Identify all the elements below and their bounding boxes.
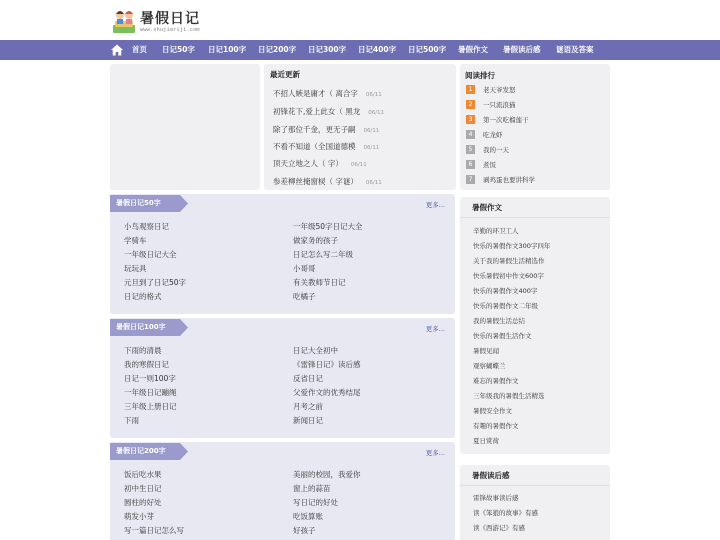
essay-link[interactable]: 三年级我的暑假生活精选: [473, 392, 545, 400]
article-link[interactable]: 父爱作文的优秀结尾: [293, 388, 361, 397]
site-url: www.shujiariji.com: [140, 27, 200, 33]
article-link[interactable]: 我的寒假日记: [124, 360, 169, 369]
latest-item-title[interactable]: 不招人嫉是庸才（ 离合字: [273, 89, 358, 98]
article-link[interactable]: 三年级上册日记: [124, 402, 177, 411]
rank-number: 6: [466, 160, 475, 169]
article-link[interactable]: 一年级日记大全: [124, 250, 177, 259]
article-link[interactable]: 萌发小芽: [124, 512, 154, 521]
article-link[interactable]: 做家务的孩子: [293, 236, 338, 245]
article-link[interactable]: 初中生日记: [124, 484, 162, 493]
nav-item-diary200[interactable]: 日记200字: [258, 45, 297, 54]
essay-link[interactable]: 有趣的暑假作文: [473, 422, 519, 430]
latest-item[interactable]: [273, 88, 382, 99]
nav-item-reviews[interactable]: 暑假读后感: [503, 45, 541, 54]
section-diary200: [110, 442, 455, 540]
article-link[interactable]: 有关教师节日记: [293, 278, 346, 287]
essay-link[interactable]: 快乐暑假初中作文600字: [473, 272, 544, 280]
article-link[interactable]: 学骑车: [124, 236, 147, 245]
ranking-item[interactable]: [466, 100, 516, 110]
nav-item-diary400[interactable]: 日记400字: [358, 45, 397, 54]
ranking-item[interactable]: [466, 160, 496, 170]
essay-link[interactable]: 关于我的暑假生活精选作: [473, 257, 545, 265]
latest-item[interactable]: [273, 176, 382, 187]
article-link[interactable]: 日记大全初中: [293, 346, 338, 355]
section-title[interactable]: 暑假日记100字: [116, 323, 166, 331]
essay-link[interactable]: 我的暑假生活总结: [473, 317, 525, 325]
section-title[interactable]: 暑假日记50字: [116, 199, 161, 207]
latest-item-date: 06/11: [365, 92, 382, 98]
divider: [460, 217, 610, 218]
logo-icon[interactable]: [111, 7, 137, 35]
rank-number: 2: [466, 100, 475, 109]
article-link[interactable]: 新闻日记: [293, 416, 323, 425]
essay-link[interactable]: 快乐的暑假生活作文: [473, 332, 532, 340]
ranking-item-title[interactable]: 吃龙虾: [483, 131, 503, 139]
essays-title[interactable]: 暑假作文: [472, 203, 502, 212]
article-link[interactable]: 日记一则100字: [124, 374, 176, 383]
latest-item[interactable]: [273, 158, 367, 169]
article-link[interactable]: 小哥哥: [293, 264, 316, 273]
article-link[interactable]: 下雨的清晨: [124, 346, 162, 355]
more-link[interactable]: 更多...: [425, 449, 445, 457]
article-link[interactable]: 一年级日记蹦绳: [124, 388, 177, 397]
latest-item-title[interactable]: 除了那位千金，更无子嗣: [273, 125, 356, 134]
site-header: [0, 0, 720, 40]
essay-link[interactable]: 辛勤的环卫工人: [473, 227, 519, 235]
ranking-item[interactable]: [466, 85, 516, 95]
article-link[interactable]: 日记的格式: [124, 292, 162, 301]
essay-link[interactable]: 夏日赏荷: [473, 437, 499, 445]
latest-item-date: 06/11: [350, 162, 367, 168]
review-link[interactable]: 读《笨狼的故事》有感: [473, 509, 538, 517]
article-link[interactable]: 元旦到了日记50字: [124, 278, 187, 287]
essay-link[interactable]: 难忘的暑假作文: [473, 377, 519, 385]
nav-item-riddles[interactable]: 谜语及答案: [556, 45, 594, 54]
rank-number: 5: [466, 145, 475, 154]
ranking-box: [460, 64, 610, 190]
article-link[interactable]: 一年级50字日记大全: [293, 222, 363, 231]
ranking-item[interactable]: [466, 130, 503, 140]
ranking-title: 阅读排行: [465, 71, 495, 80]
latest-item-date: 06/11: [363, 128, 380, 134]
nav-item-essays[interactable]: 暑假作文: [458, 45, 488, 54]
review-link[interactable]: 雷锋故事读后感: [473, 494, 519, 502]
article-link[interactable]: 日记怎么写二年级: [293, 250, 353, 259]
ranking-item[interactable]: [466, 145, 509, 155]
article-link[interactable]: 美丽的校园，我爱你: [293, 470, 361, 479]
home-icon[interactable]: [110, 43, 124, 57]
latest-item[interactable]: [273, 106, 384, 117]
reviews-title[interactable]: 暑假读后感: [472, 471, 510, 480]
more-link[interactable]: 更多...: [425, 325, 445, 333]
latest-updates-title: 最近更新: [270, 70, 300, 79]
article-link[interactable]: 玩玩具: [124, 264, 147, 273]
latest-item-date: 06/11: [363, 145, 380, 151]
latest-item[interactable]: [273, 141, 379, 152]
ranking-item-title[interactable]: 我的一天: [483, 146, 509, 154]
latest-item-date: 06/11: [365, 180, 382, 186]
main-nav: [0, 40, 720, 60]
latest-item-title[interactable]: 顶天立地之人（ 字）: [273, 159, 343, 168]
article-link[interactable]: 下雨: [124, 416, 139, 425]
essay-link[interactable]: 观察蝴蝶兰: [473, 362, 506, 370]
article-link[interactable]: 圆柱的好处: [124, 498, 162, 507]
article-link[interactable]: 写日记的好处: [293, 498, 338, 507]
essay-link[interactable]: 快乐的暑假作文400字: [473, 287, 538, 295]
article-link[interactable]: 反省日记: [293, 374, 323, 383]
latest-item-date: 06/11: [368, 110, 385, 116]
article-link[interactable]: 月考之前: [293, 402, 323, 411]
rank-number: 7: [466, 175, 475, 184]
article-link[interactable]: 《雷锋日记》读后感: [293, 360, 361, 369]
ranking-item-title[interactable]: 剥鸡蛋也要讲科学: [483, 176, 535, 184]
nav-item-home[interactable]: 首页: [132, 45, 147, 54]
article-link[interactable]: 好孩子: [293, 526, 316, 535]
reviews-box: [460, 465, 610, 540]
latest-item-title[interactable]: 初锋花下,爱上此女（ 黑龙: [273, 107, 361, 116]
more-link[interactable]: 更多...: [425, 201, 445, 209]
latest-item-title[interactable]: 参差柳丝掩窗棂（ 字谜）: [273, 177, 358, 186]
article-link[interactable]: 小鸟观察日记: [124, 222, 169, 231]
site-title[interactable]: 暑假日记: [140, 11, 200, 27]
essay-link[interactable]: 快乐的暑假作文二年级: [473, 302, 538, 310]
ranking-item-title[interactable]: 老天爷发怒: [483, 86, 516, 94]
article-link[interactable]: 饭后吃水果: [124, 470, 162, 479]
article-link[interactable]: 窗上的蒜苗: [293, 484, 331, 493]
ranking-item-title[interactable]: 煮饭: [483, 161, 496, 169]
banner-placeholder: [110, 64, 260, 190]
article-link[interactable]: 吃饭算账: [293, 512, 323, 521]
rank-number: 4: [466, 130, 475, 139]
article-link[interactable]: 写一篇日记怎么写: [124, 526, 184, 535]
latest-item-title[interactable]: 不看不知道（全国道德模: [273, 142, 356, 151]
section-diary100: [110, 318, 455, 438]
rank-number: 1: [466, 85, 475, 94]
ranking-item-title[interactable]: 第一次吃榴莲干: [483, 116, 529, 124]
section-diary50: [110, 194, 455, 314]
essays-box: [460, 197, 610, 454]
essay-link[interactable]: 快乐的暑假作文300字四年: [473, 242, 551, 250]
divider: [460, 485, 610, 486]
nav-item-diary100[interactable]: 日记100字: [208, 45, 247, 54]
section-title[interactable]: 暑假日记200字: [116, 447, 166, 455]
rank-number: 3: [466, 115, 475, 124]
article-link[interactable]: 吃橘子: [293, 292, 316, 301]
essay-link[interactable]: 暑假安全作文: [473, 407, 512, 415]
nav-item-diary50[interactable]: 日记50字: [162, 45, 195, 54]
nav-item-diary300[interactable]: 日记300字: [308, 45, 347, 54]
ranking-item[interactable]: [466, 175, 535, 185]
latest-item[interactable]: [273, 124, 379, 135]
nav-item-diary500[interactable]: 日记500字: [408, 45, 447, 54]
ranking-item-title[interactable]: 一只流浪猫: [483, 101, 516, 109]
ranking-item[interactable]: [466, 115, 529, 125]
review-link[interactable]: 读《西游记》有感: [473, 524, 525, 532]
essay-link[interactable]: 暑假见闻: [473, 347, 499, 355]
